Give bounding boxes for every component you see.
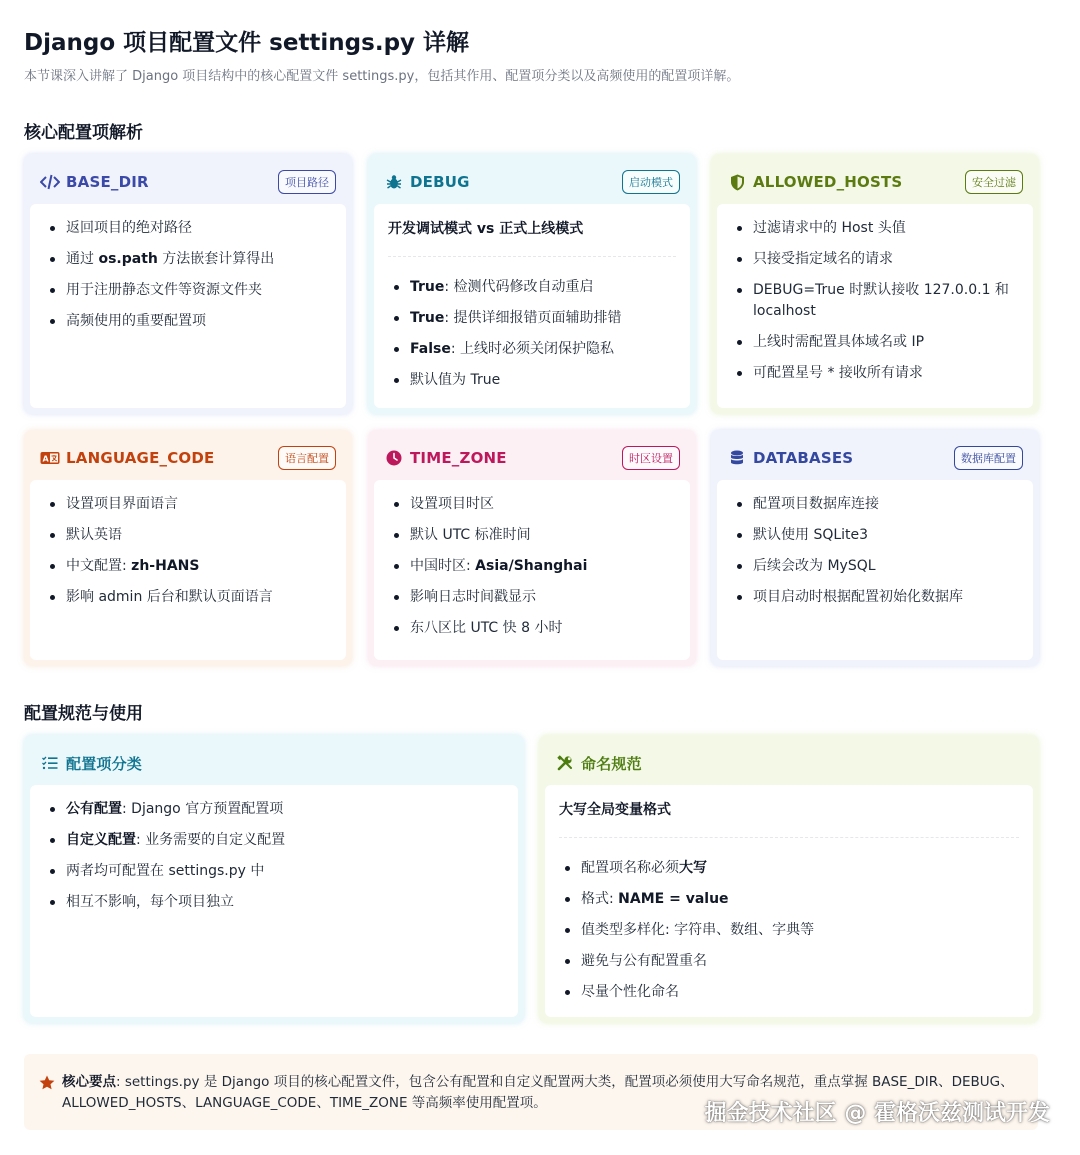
list-item: 默认值为 True	[388, 370, 676, 391]
badge: 语言配置	[278, 446, 336, 470]
card-body	[717, 480, 1033, 660]
list-item: 中文配置: zh-HANS	[44, 556, 332, 577]
list-item: 配置项目数据库连接	[731, 494, 1019, 515]
list-item: 高频使用的重要配置项	[44, 311, 332, 332]
card-language-code	[24, 430, 352, 666]
tools-icon	[555, 753, 575, 773]
card-title: 配置项分类	[66, 754, 143, 773]
list-item: 后续会改为 MySQL	[731, 556, 1019, 577]
list-item: 两者均可配置在 settings.py 中	[44, 861, 504, 882]
list-item: 格式: NAME = value	[559, 889, 1019, 910]
list-item: 可配置星号 * 接收所有请求	[731, 363, 1019, 384]
body-heading: 开发调试模式 vs 正式上线模式	[388, 218, 676, 257]
list-item: 默认使用 SQLite3	[731, 525, 1019, 546]
list-item: 影响日志时间戳显示	[388, 587, 676, 608]
language-icon	[40, 448, 60, 468]
clock-icon	[384, 448, 404, 468]
list-item: 公有配置: Django 官方预置配置项	[44, 799, 504, 820]
card-body	[30, 785, 518, 1017]
watermark: 掘金技术社区 @ 霍格沃兹测试开发	[704, 1101, 1050, 1126]
list-item: 项目启动时根据配置初始化数据库	[731, 587, 1019, 608]
badge: 时区设置	[622, 446, 680, 470]
list-item: 相互不影响，每个项目独立	[44, 892, 504, 913]
list-item: 值类型多样化: 字符串、数组、字典等	[559, 920, 1019, 941]
list-item: 影响 admin 后台和默认页面语言	[44, 587, 332, 608]
checklist-icon	[40, 753, 60, 773]
badge: 数据库配置	[954, 446, 1023, 470]
list-item: 配置项名称必须大写	[559, 858, 1019, 879]
bug-icon	[384, 172, 404, 192]
card-body	[374, 480, 690, 660]
list-item: 中国时区: Asia/Shanghai	[388, 556, 676, 577]
badge: 安全过滤	[965, 170, 1023, 194]
svg-text:A: A	[42, 454, 49, 464]
star-icon	[39, 1075, 55, 1097]
body-heading: 大写全局变量格式	[559, 799, 1019, 838]
list-item: 返回项目的绝对路径	[44, 218, 332, 239]
page-subtitle: 本节课深入讲解了 Django 项目结构中的核心配置文件 settings.py，包括其作用、配置项分类以及高频使用的配置项详解。	[24, 69, 740, 84]
database-icon	[727, 448, 747, 468]
list-item: 通过 os.path 方法嵌套计算得出	[44, 249, 332, 270]
card-title: BASE_DIR	[66, 173, 149, 191]
card-allowed-hosts	[711, 154, 1039, 414]
shield-icon	[727, 172, 747, 192]
card-title: TIME_ZONE	[410, 449, 507, 467]
card-body	[717, 204, 1033, 408]
section-title-usage: 配置规范与使用	[24, 704, 143, 724]
card-title: LANGUAGE_CODE	[66, 449, 215, 467]
list-item: 用于注册静态文件等资源文件夹	[44, 280, 332, 301]
card-title: ALLOWED_HOSTS	[753, 173, 903, 191]
list-item: 过滤请求中的 Host 头值	[731, 218, 1019, 239]
card-body	[30, 480, 346, 660]
section-title-core: 核心配置项解析	[24, 123, 143, 143]
card-config-categories	[24, 735, 524, 1023]
list-item: 避免与公有配置重名	[559, 951, 1019, 972]
list-item: 上线时需配置具体域名或 IP	[731, 332, 1019, 353]
list-item: 尽量个性化命名	[559, 982, 1019, 1003]
list-item: DEBUG=True 时默认接收 127.0.0.1 和 localhost	[731, 280, 1019, 322]
list-item: True: 提供详细报错页面辅助排错	[388, 308, 676, 329]
badge: 项目路径	[278, 170, 336, 194]
card-base-dir	[24, 154, 352, 414]
list-item: 设置项目界面语言	[44, 494, 332, 515]
list-item: True: 检测代码修改自动重启	[388, 277, 676, 298]
code-icon	[40, 172, 60, 192]
card-databases	[711, 430, 1039, 666]
list-item: 默认 UTC 标准时间	[388, 525, 676, 546]
card-body	[545, 785, 1033, 1017]
card-body	[30, 204, 346, 408]
list-item: False: 上线时必须关闭保护隐私	[388, 339, 676, 360]
card-title: 命名规范	[581, 754, 642, 773]
list-item: 东八区比 UTC 快 8 小时	[388, 618, 676, 639]
list-item: 默认英语	[44, 525, 332, 546]
card-naming-rules	[539, 735, 1039, 1023]
card-title: DEBUG	[410, 173, 470, 191]
card-time-zone	[368, 430, 696, 666]
page-title: Django 项目配置文件 settings.py 详解	[24, 30, 470, 56]
card-body	[374, 204, 690, 408]
card-title: DATABASES	[753, 449, 854, 467]
badge: 启动模式	[622, 170, 680, 194]
summary-text: 核心要点: settings.py 是 Django 项目的核心配置文件，包含公有配置和自定义配置两大类，配置项必须使用大写命名规范，重点掌握 BASE_DIR、DEBUG、ALLOWED_HOSTS、LANGUAGE_CODE、TIME_ZONE 等高频率使用配置项。	[62, 1074, 1014, 1111]
card-debug	[368, 154, 696, 414]
list-item: 设置项目时区	[388, 494, 676, 515]
list-item: 自定义配置: 业务需要的自定义配置	[44, 830, 504, 851]
list-item: 只接受指定域名的请求	[731, 249, 1019, 270]
